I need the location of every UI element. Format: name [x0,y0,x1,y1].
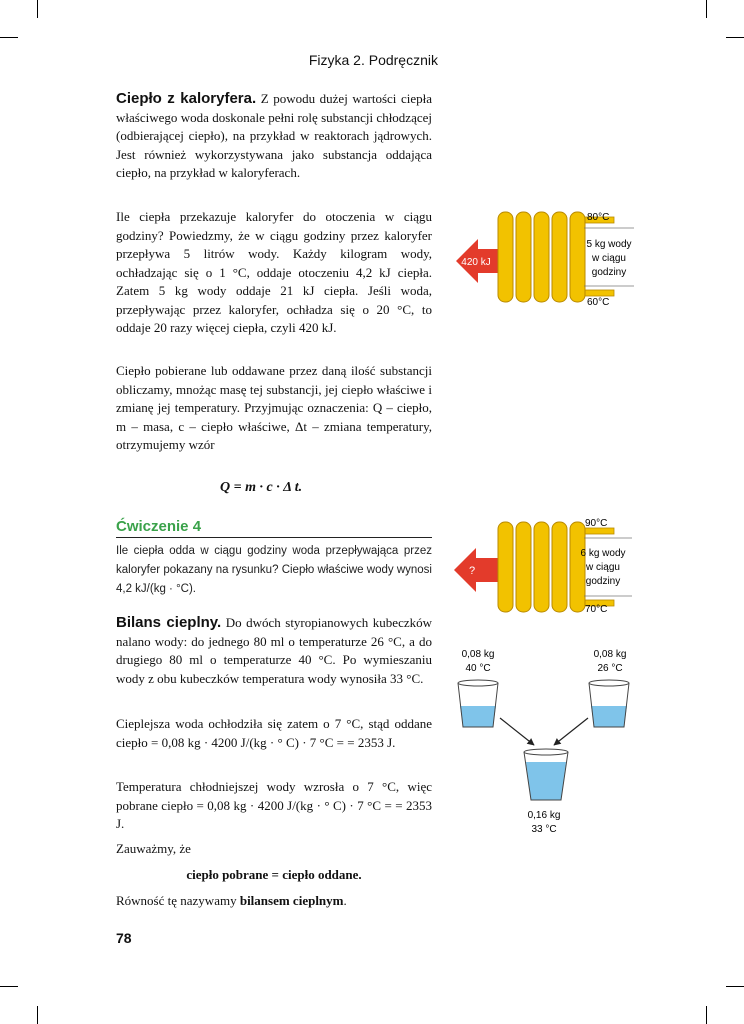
paragraph [116,362,432,455]
paragraph-text: Temperatura chłodniejszej wody wzrosła o 7 °C, więc pobrane ciepło = 0,08 kg · 4200 J/(kg · ° C) · 7 °C = = 2353 J. [116,779,432,831]
radiator-figure-1 [452,204,652,314]
closing-text: Równość tę nazywamy [116,893,237,908]
heat-formula: Q = m · c · Δ t. [220,480,303,495]
exercise-title: Ćwiczenie 4 [116,518,432,538]
radiator-fins [498,522,585,612]
crop-mark [726,37,744,38]
flow-label: 6 kg wody [580,548,626,559]
paragraph-text: Ile ciepła przekazuje kaloryfer do otoczenia w ciągu godziny? Powiedzmy, że w ciągu godziny przez kaloryfer przepływa 5 litrów wody. Każdy kilogram wody, ochładzając się o 1 °C, oddaje otoczeniu 4,2 kJ ciepła. Zatem 5 kg wody oddaje 21 kJ ciepła. Jeśli woda, przepływając przez kaloryfer, ochładza się o 20 °C, to oddaje 20 razy więcej ciepła, czyli 420 kJ. [116,209,432,335]
flow-label: godziny [591,267,627,278]
paragraph-text: Z powodu dużej wartości ciepła właściwego woda doskonale pełni rolę substancji chłodzącej (odbierającej ciepło), na przykład w reaktorach jądrowych. Jest również wykorzystywana jako substancja oddająca ciepło, na przykład w kaloryferach. [116,91,432,180]
heat-label: 420 kJ [461,257,491,268]
left-cup [458,680,498,727]
heat-arrow [454,548,498,592]
outlet-temp: 70°C [585,604,608,615]
cup-label: 26 °C [597,663,623,674]
paragraph [116,866,432,885]
heat-label: ? [468,565,476,577]
crop-mark [37,0,38,18]
cup-label: 40 °C [465,663,491,674]
cup-label: 0,08 kg [593,649,627,660]
paragraph [116,715,432,752]
mixing-cups-figure [440,640,644,840]
paragraph [116,614,432,688]
radiator-fins [498,212,585,302]
outlet-temp: 60°C [587,297,610,308]
exercise-text: Ile ciepła odda w ciągu godziny woda przepływająca przez kaloryfer pokazany na rysunku? Ciepło właściwe wody wynosi 4,2 kJ/(kg · °C). [116,545,432,595]
flow-label: godziny [585,576,621,587]
flow-label: 5 kg wody [586,239,632,250]
pour-arrow [500,718,534,745]
flow-label: w ciągu [592,253,626,264]
balance-equality: ciepło pobrane = ciepło oddane. [186,867,362,882]
cup-label: 0,16 kg [527,810,561,821]
section-heading: Ciepło z kaloryfera. [116,90,257,107]
mixed-cup [524,749,568,800]
paragraph [116,90,432,183]
section-heading: Bilans cieplny. [116,614,222,631]
paragraph-text [116,892,432,911]
crop-mark [0,37,18,38]
paragraph-text: Zauważmy, że [116,841,191,856]
crop-mark [0,986,18,987]
cup-label: 0,08 kg [461,649,495,660]
paragraph-text: Do dwóch styropianowych kubeczków nalano wody: do jednego 80 ml o temperaturze 26 °C, a do drugiego 80 ml o temperaturze 40 °C. Po wymieszaniu wody z obu kubeczków temperatura wody wynosiła 33 °C. [116,615,432,686]
key-term: bilansem cieplnym [239,893,344,908]
crop-mark [706,0,707,18]
running-header: Fizyka 2. Podręcznik [308,52,438,68]
page-number: 78 [116,930,132,946]
pour-arrow [554,718,588,745]
closing-punct: . [343,893,347,908]
section-heat-balance [116,614,432,688]
paragraph-text: Ciepło pobierane lub oddawane przez daną ilość substancji obliczamy, mnożąc masę tej substancji, jej ciepło właściwe i zmianę jej temperatury. Przyjmując oznaczenia: Q – ciepło, m – masa, c – ciepło właściwe, Δt – zmiana temperatury, otrzymujemy wzór [116,363,432,452]
radiator-figure-2 [452,512,652,622]
paragraph-text: Cieplejsza woda ochłodziła się zatem o 7 °C, stąd oddane ciepło = 0,08 kg · 4200 J/(kg · ° C) · 7 °C = = 2353 J. [116,716,432,750]
crop-mark [726,986,744,987]
paragraph [116,778,432,834]
paragraph [116,840,432,859]
flow-label: w ciągu [586,562,620,573]
crop-mark [37,1006,38,1024]
inlet-temp: 90°C [585,518,608,529]
crop-mark [706,1006,707,1024]
paragraph [116,208,432,338]
inlet-temp: 80°C [587,212,610,223]
section-heat-from-radiator [116,90,432,183]
paragraph [116,892,432,911]
right-cup [589,680,629,727]
cup-label: 33 °C [531,824,557,835]
